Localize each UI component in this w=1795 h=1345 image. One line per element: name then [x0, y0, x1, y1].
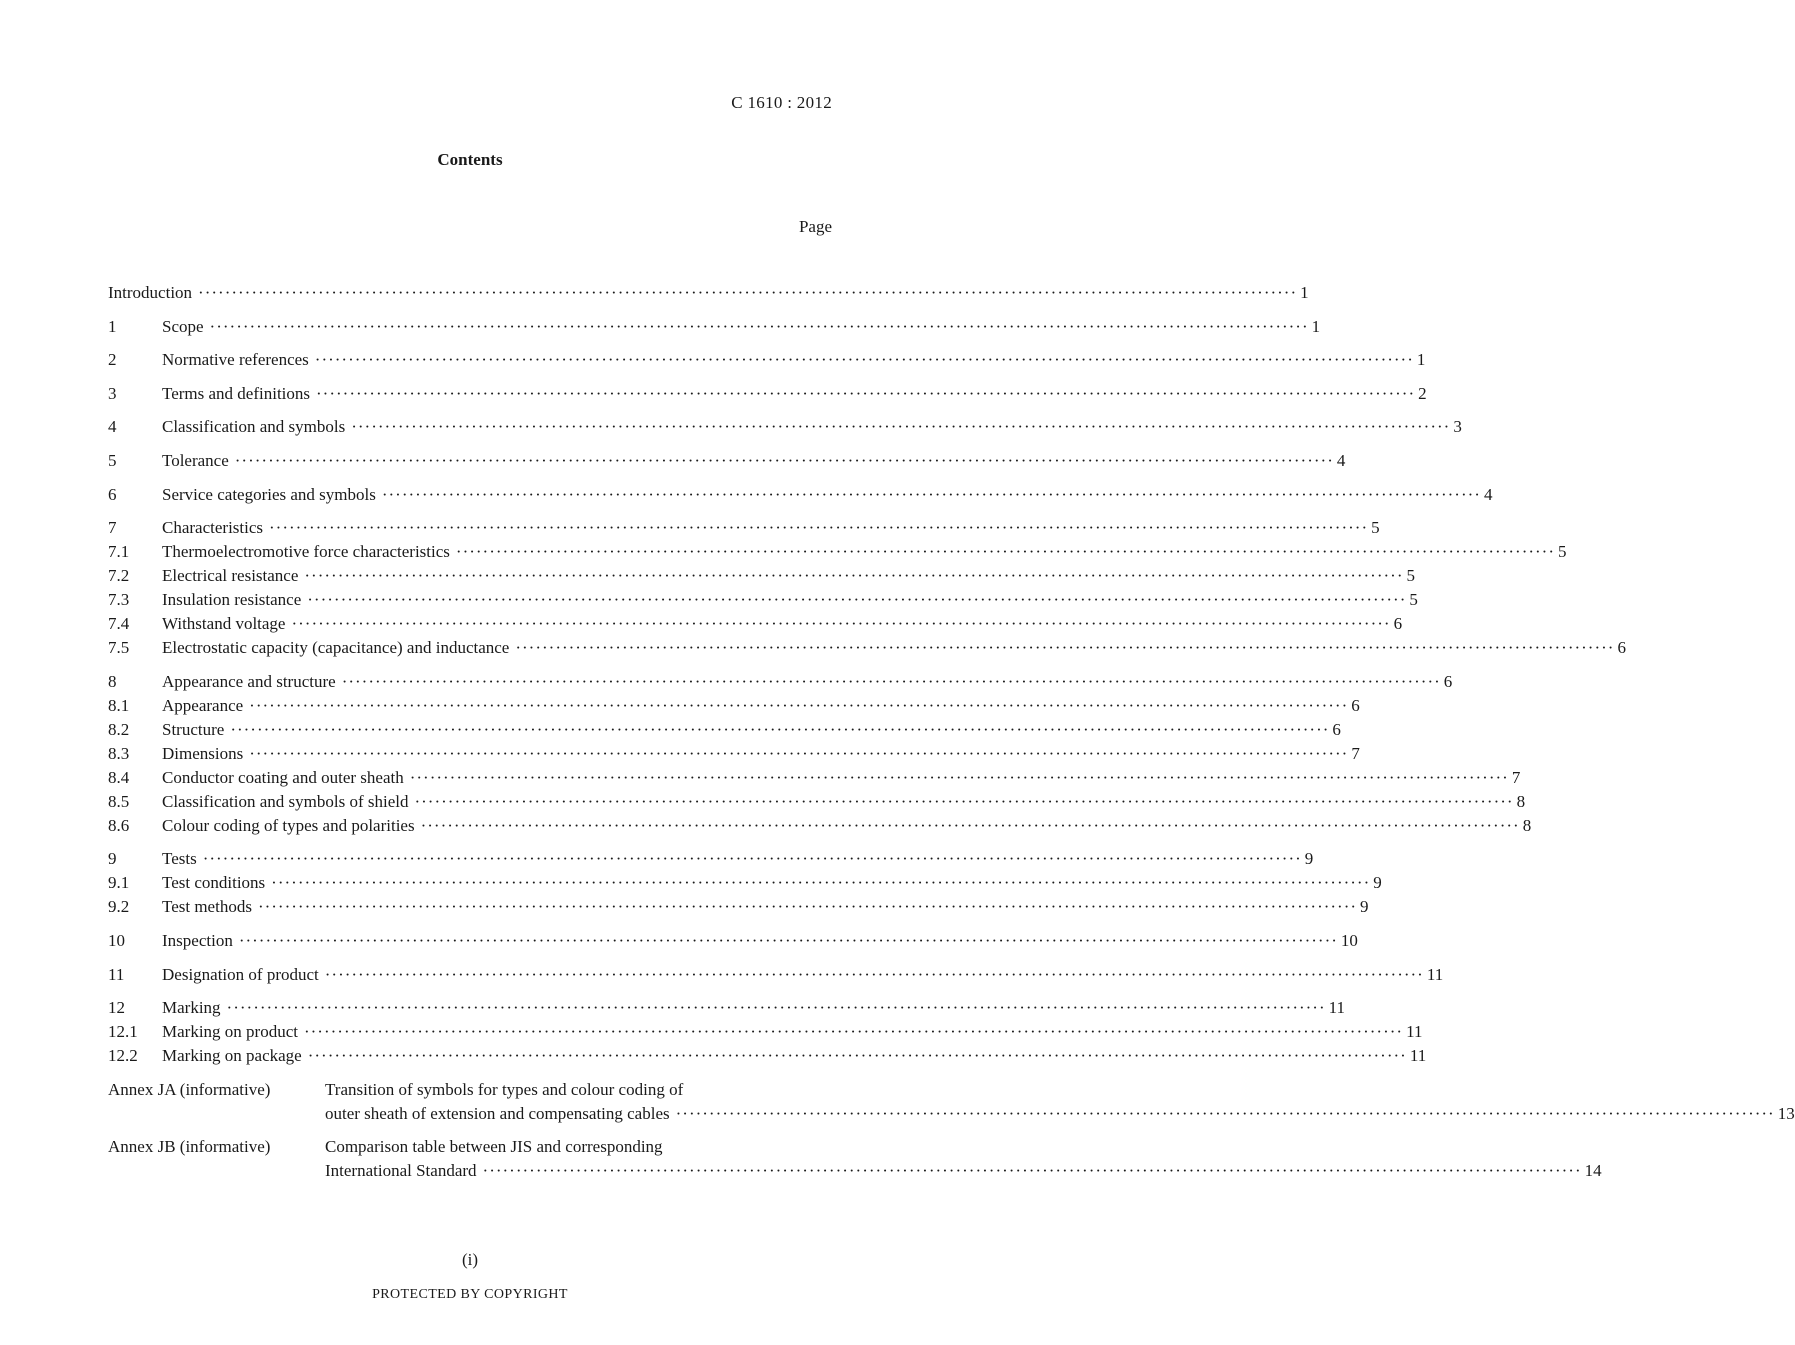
- toc-entry-page: 10: [1340, 930, 1358, 950]
- toc-entry-number: 9.1: [108, 873, 130, 893]
- toc-entry-page: 11: [1328, 998, 1346, 1018]
- toc-entry-number: 8.4: [108, 767, 130, 787]
- toc-entry[interactable]: [108, 483, 1493, 507]
- toc-entry-page: 3: [1453, 417, 1462, 437]
- leader-dots: [203, 847, 1302, 871]
- toc-entry[interactable]: [108, 895, 1369, 919]
- toc-entry-page: 5: [1409, 590, 1418, 610]
- toc-entry[interactable]: [108, 847, 1314, 871]
- toc-entry[interactable]: [108, 636, 1626, 660]
- toc-entry[interactable]: [108, 766, 1521, 790]
- toc-entry-number: 7: [108, 518, 117, 538]
- toc-entry-page: 7: [1511, 767, 1521, 787]
- toc-entry-number: 8.6: [108, 815, 130, 835]
- toc-entry-page: 6: [1393, 614, 1403, 634]
- toc-entry[interactable]: [108, 790, 1526, 814]
- toc-entry-title: Tests: [162, 849, 197, 869]
- toc-entry-number: 12.1: [108, 1022, 138, 1042]
- toc-entry-number: 8.1: [108, 695, 130, 715]
- toc-entry[interactable]: [108, 694, 1360, 718]
- table-of-contents: [108, 281, 1795, 1183]
- toc-entry[interactable]: [108, 281, 1309, 305]
- toc-entry-page: 8: [1522, 815, 1532, 835]
- annex-entry[interactable]: [108, 1135, 1602, 1183]
- leader-dots: [227, 996, 1326, 1020]
- leader-dots: [304, 564, 1403, 588]
- toc-entry[interactable]: [108, 564, 1415, 588]
- leader-dots: [304, 1020, 1403, 1044]
- toc-entry-number: 4: [108, 417, 117, 437]
- toc-entry[interactable]: [108, 718, 1341, 742]
- annex-name: Annex JB (informative): [108, 1137, 271, 1157]
- toc-entry-page: 1: [1416, 350, 1426, 370]
- toc-entry-number: 1: [108, 316, 117, 336]
- footer-page-number: (i): [461, 1250, 479, 1269]
- toc-entry-title: Test conditions: [162, 873, 266, 893]
- toc-entry-number: 8.3: [108, 743, 130, 763]
- toc-entry-title: Insulation resistance: [162, 590, 302, 610]
- copyright-notice: PROTECTED BY COPYRIGHT: [372, 1287, 568, 1302]
- toc-entry[interactable]: [108, 814, 1532, 838]
- toc-entry-page: 6: [1351, 695, 1360, 715]
- toc-entry-number: 10: [108, 930, 125, 950]
- toc-entry-title: Appearance and structure: [162, 671, 336, 691]
- toc-entry[interactable]: [108, 1020, 1423, 1044]
- toc-entry-title: Introduction: [108, 283, 193, 302]
- toc-entry[interactable]: [108, 315, 1321, 339]
- toc-entry-page: 6: [1617, 638, 1626, 658]
- toc-entry-page: 11: [1426, 964, 1444, 984]
- leader-dots: [291, 612, 1390, 636]
- toc-entry-title: Appearance: [162, 695, 244, 715]
- toc-entry-title: Test methods: [162, 897, 252, 917]
- toc-entry-number: 6: [108, 484, 117, 504]
- toc-entry-title: Designation of product: [162, 964, 319, 984]
- toc-entry-page: 9: [1360, 897, 1369, 917]
- toc-entry-number: 9: [108, 849, 117, 869]
- toc-entry-number: 8: [108, 671, 117, 691]
- toc-entry[interactable]: [108, 382, 1427, 406]
- leader-dots: [316, 382, 1415, 406]
- toc-entry-number: 9.2: [108, 897, 130, 917]
- leader-dots: [235, 449, 1334, 473]
- toc-entry-page: 8: [1516, 791, 1526, 811]
- toc-entry-title: Characteristics: [162, 518, 264, 538]
- leader-dots: [239, 929, 1338, 953]
- toc-entry-page: 4: [1483, 484, 1493, 504]
- toc-entry-page: 5: [1371, 518, 1380, 538]
- toc-entry-number: 11: [108, 964, 125, 984]
- toc-entry-title: Electrostatic capacity (capacitance) and inductance: [162, 638, 510, 658]
- annex-title-line-1: Transition of symbols for types and colour coding of: [325, 1080, 684, 1100]
- toc-entry[interactable]: [108, 612, 1403, 636]
- leader-dots: [410, 766, 1509, 790]
- toc-entry-title: Marking on product: [162, 1022, 298, 1042]
- toc-entry[interactable]: [108, 540, 1567, 564]
- toc-entry-number: 7.2: [108, 566, 130, 586]
- toc-entry-number: 7.1: [108, 542, 130, 562]
- toc-entry-title: Colour coding of types and polarities: [162, 815, 415, 835]
- leader-dots: [421, 814, 1520, 838]
- toc-entry-title: Scope: [162, 316, 204, 336]
- toc-entry-title: Classification and symbols: [162, 417, 346, 437]
- toc-entry[interactable]: [108, 415, 1462, 439]
- toc-entry-page: 7: [1351, 743, 1360, 763]
- toc-entry-title: Service categories and symbols: [162, 484, 376, 504]
- toc-entry-title: Dimensions: [162, 743, 244, 763]
- toc-entry-title: Conductor coating and outer sheath: [162, 767, 404, 787]
- leader-dots: [271, 871, 1370, 895]
- toc-entry-page: 5: [1558, 542, 1567, 562]
- toc-entry-title: Marking on package: [162, 1046, 302, 1066]
- annex-name: Annex JA (informative): [108, 1080, 271, 1100]
- toc-entry-page: 9: [1373, 873, 1382, 893]
- toc-entry-page: 4: [1336, 450, 1346, 470]
- toc-entry-number: 8.5: [108, 791, 130, 811]
- leader-dots: [515, 636, 1614, 660]
- leader-dots: [230, 718, 1329, 742]
- leader-dots: [269, 516, 1368, 540]
- toc-entry-title: Electrical resistance: [162, 566, 299, 586]
- leader-dots: [315, 348, 1414, 372]
- leader-dots: [342, 670, 1441, 694]
- annex-page: 13: [1777, 1104, 1795, 1124]
- toc-entry[interactable]: [108, 929, 1358, 953]
- toc-entry-number: 5: [108, 450, 117, 470]
- leader-dots: [198, 281, 1297, 305]
- toc-entry-page: 11: [1406, 1022, 1423, 1042]
- leader-dots: [676, 1102, 1775, 1126]
- annex-entry[interactable]: [108, 1078, 1795, 1126]
- leader-dots: [456, 540, 1555, 564]
- leader-dots: [325, 963, 1424, 987]
- annex-title-line-2: International Standard: [325, 1161, 477, 1181]
- toc-entry[interactable]: [108, 1044, 1427, 1068]
- toc-entry-title: Thermoelectromotive force characteristics: [162, 542, 450, 562]
- leader-dots: [308, 1044, 1407, 1068]
- toc-entry-title: Terms and definitions: [162, 383, 311, 403]
- toc-entry[interactable]: [108, 742, 1360, 766]
- leader-dots: [351, 415, 1450, 439]
- toc-entry-title: Tolerance: [162, 450, 229, 470]
- toc-entry-page: 11: [1409, 1046, 1427, 1066]
- toc-entry-number: 12.2: [108, 1046, 138, 1066]
- annex-description: [325, 1135, 1602, 1183]
- leader-dots: [307, 588, 1406, 612]
- toc-entry-page: 5: [1406, 566, 1415, 586]
- leader-dots: [258, 895, 1357, 919]
- leader-dots: [483, 1159, 1582, 1183]
- leader-dots: [210, 315, 1309, 339]
- standard-id: C 1610 : 2012: [731, 93, 832, 112]
- toc-entry-page: 1: [1311, 316, 1321, 336]
- leader-dots: [249, 742, 1348, 766]
- annex-page: 14: [1584, 1161, 1602, 1181]
- toc-entry-title: Structure: [162, 719, 225, 739]
- toc-entry-number: 7.5: [108, 638, 130, 658]
- toc-entry-number: 12: [108, 998, 125, 1018]
- toc-entry[interactable]: [108, 871, 1382, 895]
- toc-entry[interactable]: [108, 516, 1380, 540]
- toc-entry-page: 1: [1300, 283, 1309, 302]
- annex-title-line-1: Comparison table between JIS and corresponding: [325, 1137, 663, 1157]
- toc-entry-number: 8.2: [108, 719, 130, 739]
- toc-entry-number: 3: [108, 383, 117, 403]
- leader-dots: [414, 790, 1513, 814]
- annex-description: [325, 1078, 1795, 1126]
- toc-entry[interactable]: [108, 670, 1453, 694]
- toc-entry[interactable]: [108, 996, 1346, 1020]
- toc-entry-page: 2: [1418, 383, 1427, 403]
- toc-entry-title: Inspection: [162, 930, 233, 950]
- toc-entry-number: 7.3: [108, 590, 130, 610]
- toc-entry[interactable]: [108, 348, 1426, 372]
- annex-title-line-2: outer sheath of extension and compensating cables: [325, 1104, 670, 1124]
- page-title: Contents: [437, 150, 503, 169]
- toc-entry-number: 2: [108, 350, 117, 370]
- toc-entry[interactable]: [108, 588, 1418, 612]
- leader-dots: [382, 483, 1481, 507]
- toc-entry-title: Normative references: [162, 350, 309, 370]
- toc-entry-title: Classification and symbols of shield: [162, 791, 409, 811]
- toc-entry-title: Marking: [162, 998, 221, 1018]
- toc-entry-page: 6: [1443, 671, 1453, 691]
- leader-dots: [249, 694, 1348, 718]
- toc-entry-number: 7.4: [108, 614, 130, 634]
- toc-entry-page: 9: [1304, 849, 1314, 869]
- toc-entry-page: 6: [1332, 719, 1341, 739]
- page-column-header: Page: [798, 217, 832, 236]
- toc-entry[interactable]: [108, 963, 1444, 987]
- toc-entry[interactable]: [108, 449, 1346, 473]
- toc-entry-title: Withstand voltage: [162, 614, 286, 634]
